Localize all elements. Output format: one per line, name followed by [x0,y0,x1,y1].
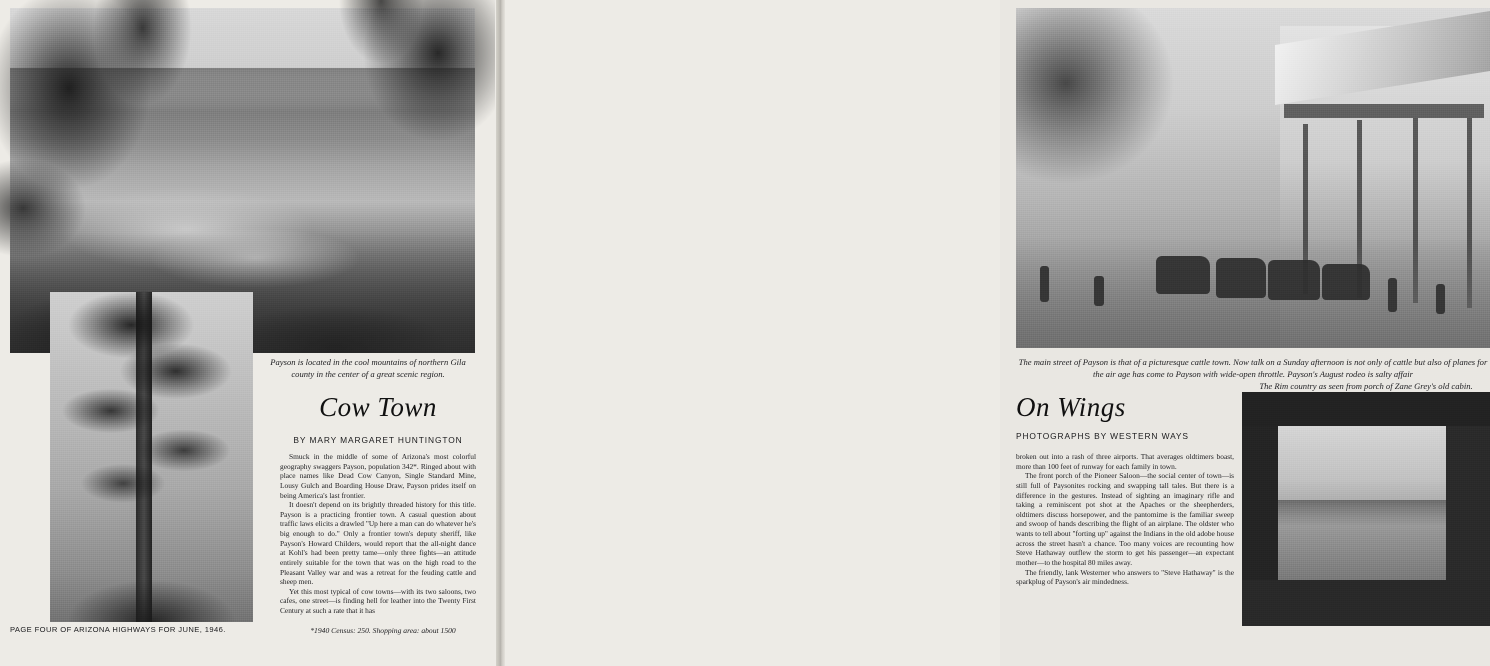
page-folio: PAGE FOUR OF ARIZONA HIGHWAYS FOR JUNE, 1946. [10,625,226,634]
body-paragraph: The friendly, lank Westerner who answers to "Steve Hathaway" is the sparkplug of Payson's air mindedness. [1016,567,1234,587]
photo-grain [1242,392,1490,626]
cow-town-headline: Cow Town [319,392,437,422]
main-street-photo [1016,8,1490,348]
body-paragraph: broken out into a rash of three airports. That averages oldtimers boast, more than 100 feet of runway for each family in town. [1016,452,1234,471]
main-street-photo-caption: The main street of Payson is that of a picturesque cattle town. Now talk on a Sunday afternoon is not only of cattle but also of planes for the air age has come to Payson with wide-open throttle. Payson's August rodeo is salty affair [1018,357,1488,380]
valley-photo-caption: Payson is located in the cool mountains of northern Gila county in the center of a great scenic region. [270,357,466,380]
body-paragraph: The front porch of the Pioneer Saloon—the social center of town—is still full of Paysonites rocking and swapping tall tales. But there is a difference in the gestures. Instead of sighting an imaginary rifle and taking a reminiscent pot shot at the Apaches or the sheepherders, oldtimers discuss horsepower, and the pantomime is the familiar sweep and swoop of hands describing the flight of an airplane. The oldster who wants to tell about "forting up" against the Indians in the old adobe house across the street hasn't a chance. Too many voices are recounting how Steve Hathaway outflew the storm to get his passenger—an expectant mother—to the hospital 80 miles away. [1016,471,1234,567]
on-wings-headline: On Wings [1016,392,1126,422]
census-footnote: *1940 Census: 250. Shopping area: about 1500 [310,626,456,635]
cow-town-body [280,452,476,616]
rim-country-photo [1242,392,1490,626]
photo-grain [50,292,253,622]
on-wings-byline: PHOTOGRAPHS BY WESTERN WAYS [1016,431,1189,441]
pine-photo [50,292,253,622]
rim-photo-caption: The Rim country as seen from porch of Zane Grey's old cabin. [1259,381,1473,391]
left-page [0,0,500,666]
body-paragraph: It doesn't depend on its brightly threaded history for this title. Payson is a practicing frontier town. A casual question about traffic laws elicits a drawled "Up here a man can do whatever he's big enough to do." Only a frontier town's deputy sheriff, like Payson's Howard Childers, would report that the all-night dance at Kohl's had been pretty tame—only three fights—an attitude entirely suitable for the town that was on the high road to the Pleasant Valley war and was a retreat for the feuding cattle and sheep men. [280,500,476,587]
page-gutter [496,0,505,666]
cow-town-byline: BY MARY MARGARET HUNTINGTON [293,435,463,445]
body-paragraph: Yet this most typical of cow towns—with its two saloons, two cafes, one street—is finding hell for leather into the Twenty First Century at such a rate that it has [280,586,476,615]
right-page [500,0,1488,666]
on-wings-body [1016,452,1234,587]
body-paragraph: Smuck in the middle of some of Arizona's most colorful geography swaggers Payson, population 342*. Ringed about with place names like Dead Cow Canyon, Single Standard Mine, Lousy Gulch and Boarding House Draw, Payson prides itself on being America's last frontier. [280,452,476,500]
photo-grain [1016,8,1490,348]
